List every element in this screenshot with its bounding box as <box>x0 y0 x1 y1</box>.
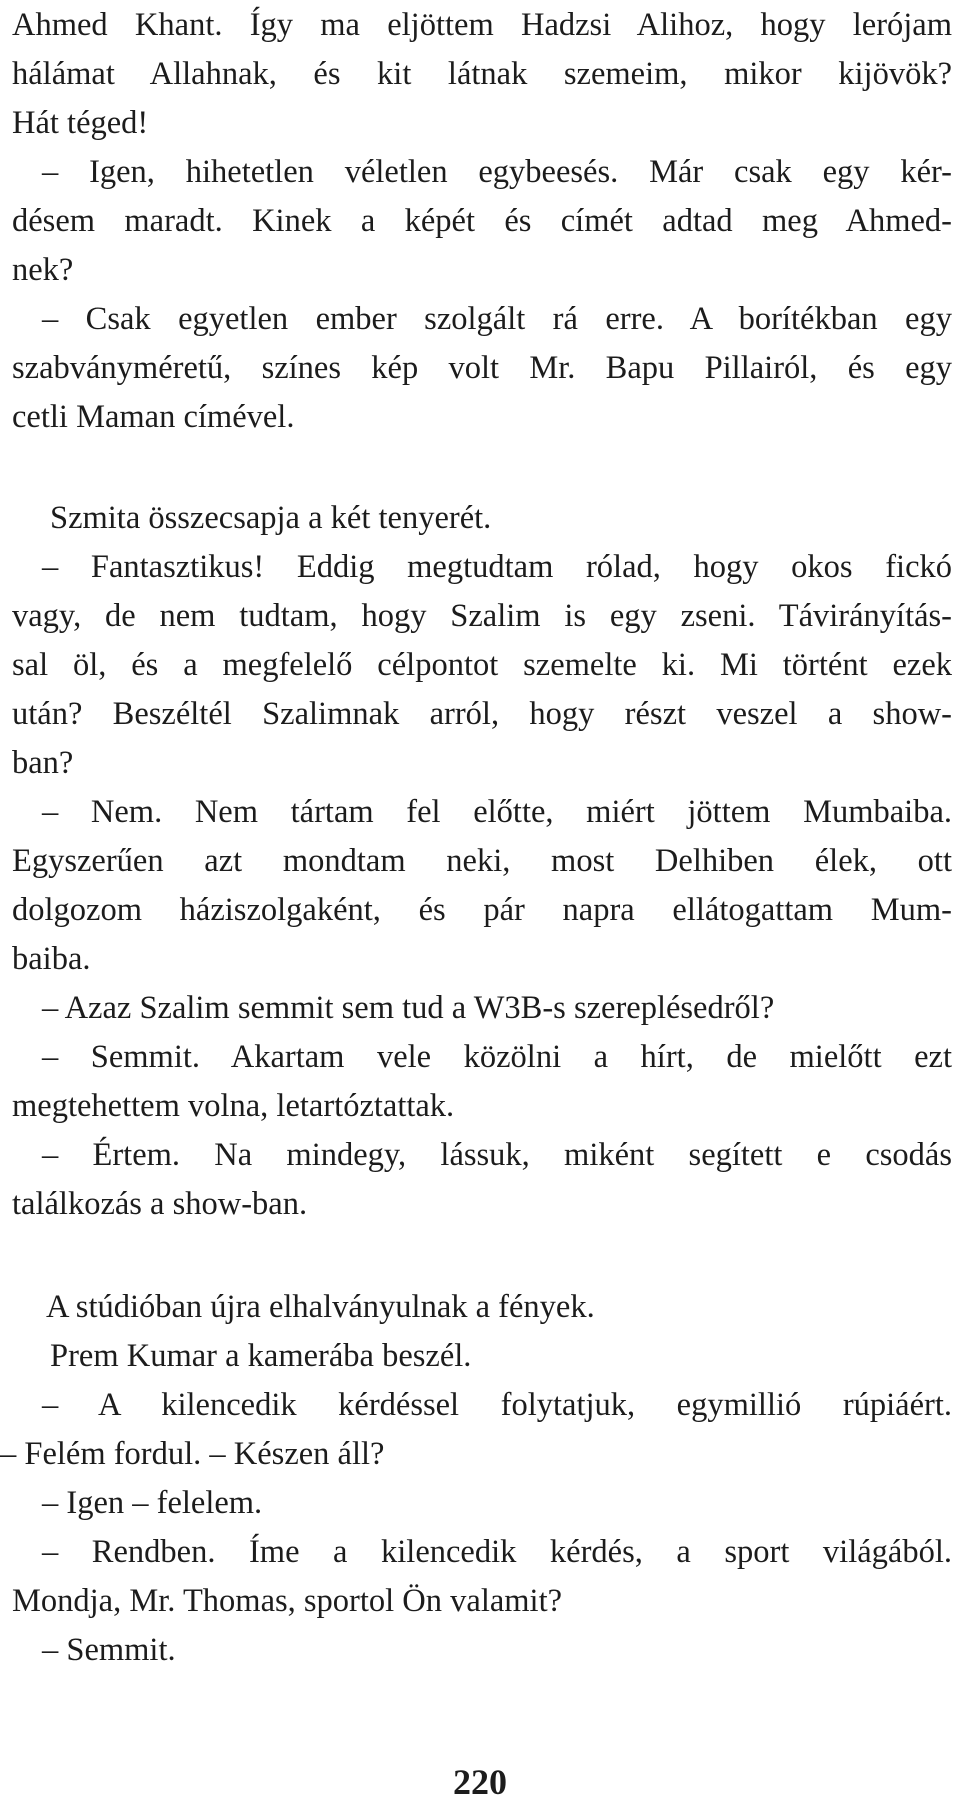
text-line: nek? <box>12 252 74 288</box>
text-line: désem maradt. Kinek a képét és címét adtad meg Ahmed- <box>12 203 952 239</box>
narration-line: Prem Kumar a kamerába beszél. <box>50 1338 472 1374</box>
text-line: – Semmit. <box>42 1632 176 1668</box>
text-line: vagy, de nem tudtam, hogy Szalim is egy zseni. Távirányítás- <box>12 598 952 634</box>
text-line: baiba. <box>12 941 91 977</box>
text-line: – Értem. Na mindegy, lássuk, miként segített e csodás <box>42 1137 952 1173</box>
text-line: – Igen, hihetetlen véletlen egybeesés. Már csak egy kér- <box>42 154 952 190</box>
page-number: 220 <box>453 1762 507 1802</box>
text-line: – Felém fordul. – Készen áll? <box>0 1436 385 1472</box>
text-line: megtehettem volna, letartóztattak. <box>12 1088 455 1124</box>
text-line: sal öl, és a megfelelő célpontot szemelte ki. Mi történt ezek <box>12 647 952 683</box>
text-line: – Azaz Szalim semmit sem tud a W3B-s szereplésedről? <box>42 990 775 1026</box>
text-line: dolgozom háziszolgaként, és pár napra ellátogattam Mum- <box>12 892 952 928</box>
text-line: hálámat Allahnak, és kit látnak szemeim, mikor kijövök? <box>12 56 952 92</box>
text-line: ban? <box>12 745 74 781</box>
narration-line: A stúdióban újra elhalványulnak a fények. <box>46 1289 595 1325</box>
text-line: cetli Maman címével. <box>12 399 295 435</box>
text-line: találkozás a show-ban. <box>12 1186 308 1222</box>
text-line: – A kilencedik kérdéssel folytatjuk, egymillió rúpiáért. <box>42 1387 952 1423</box>
narration-line: Szmita összecsapja a két tenyerét. <box>50 500 492 536</box>
text-line: – Fantasztikus! Eddig megtudtam rólad, hogy okos fickó <box>42 549 952 585</box>
text-line: – Csak egyetlen ember szolgált rá erre. A borítékban egy <box>42 301 952 337</box>
text-line: Hát téged! <box>12 105 149 141</box>
text-line: – Rendben. Íme a kilencedik kérdés, a sport világából. <box>42 1534 952 1570</box>
text-line: – Igen – felelem. <box>42 1485 263 1521</box>
text-line: Ahmed Khant. Így ma eljöttem Hadzsi Alihoz, hogy lerójam <box>12 7 952 43</box>
text-line: szabványméretű, színes kép volt Mr. Bapu Pillairól, és egy <box>12 350 952 386</box>
text-line: után? Beszéltél Szalimnak arról, hogy részt veszel a show- <box>12 696 952 732</box>
text-line: – Semmit. Akartam vele közölni a hírt, de mielőtt ezt <box>42 1039 952 1075</box>
text-line: Egyszerűen azt mondtam neki, most Delhiben élek, ott <box>12 843 952 879</box>
text-line: – Nem. Nem tártam fel előtte, miért jöttem Mumbaiba. <box>42 794 952 830</box>
text-line: Mondja, Mr. Thomas, sportol Ön valamit? <box>12 1583 563 1619</box>
